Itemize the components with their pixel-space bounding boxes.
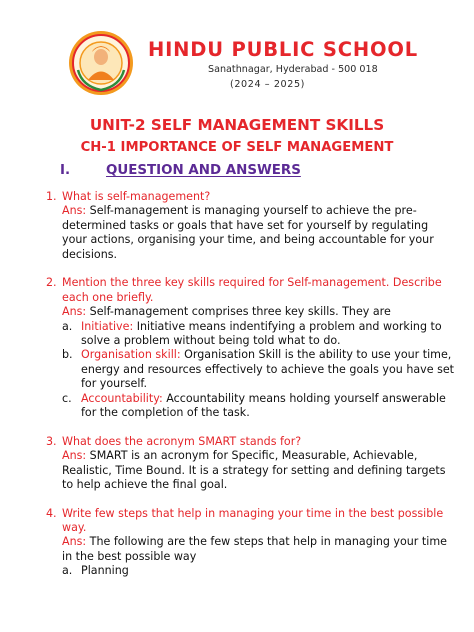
answer-label: Ans: — [62, 535, 87, 549]
question: 4. Write few steps that help in managing your time in the best possible way. — [46, 506, 444, 535]
qa-item — [46, 190, 456, 262]
answer-subpoint: c. Accountability: Accountability means holding yourself answerable for the completion of the task. — [62, 391, 446, 419]
qa-item — [46, 435, 456, 493]
chapter-title: CH-1 IMPORTANCE OF SELF MANAGEMENT — [80, 140, 394, 155]
answer-subpoint: a. Planning — [62, 564, 129, 578]
school-address: Sanathnagar, Hyderabad - 500 018 — [208, 64, 378, 75]
qa-item — [46, 507, 456, 579]
question: 1. What is self-management? — [46, 190, 211, 203]
academic-year: (2024 – 2025) — [230, 79, 306, 90]
answer: Ans: SMART is an acronym for Specific, Measurable, Achievable, Realistic, Time Bound. It is a strategy for setting and defining targets to help achieve the final goal. — [62, 449, 446, 491]
answer-subpoint: a. Initiative: Initiative means indentifying a problem and working to solve a problem without being told what to do. — [62, 319, 442, 347]
answer-label: Ans: — [62, 204, 87, 218]
answer-label: Ans: — [62, 449, 87, 463]
answer-label: Ans: — [62, 305, 87, 319]
question-answer-list — [46, 190, 456, 593]
section-heading — [60, 163, 301, 178]
school-emblem-logo — [68, 30, 134, 96]
question: 3. What does the acronym SMART stands for? — [46, 434, 302, 448]
school-header — [68, 30, 418, 100]
unit-title: UNIT-2 SELF MANAGEMENT SKILLS — [89, 116, 385, 134]
section-number: I. — [60, 163, 71, 178]
answer: Ans: Self-management is managing yourself to achieve the pre-determined tasks or goals that have set for yourself by regulating your actions, organising your time, and being accountable for your decisions. — [62, 204, 434, 261]
answer: Ans: Self-management comprises three key skills. They are — [62, 305, 391, 319]
answer: Ans: The following are the few steps that help in managing your time in the best possible way — [62, 535, 447, 563]
qa-item — [46, 276, 456, 420]
school-name: HINDU PUBLIC SCHOOL — [148, 38, 418, 61]
question: 2. Mention the three key skills required for Self-management. Describe each one briefly. — [46, 276, 442, 304]
answer-subpoint: b. Organisation skill: Organisation Skill is the ability to use your time, energy and resources effectively to achieve the goals you have set for yourself. — [62, 348, 455, 391]
section-title: QUESTION AND ANSWERS — [106, 163, 301, 178]
